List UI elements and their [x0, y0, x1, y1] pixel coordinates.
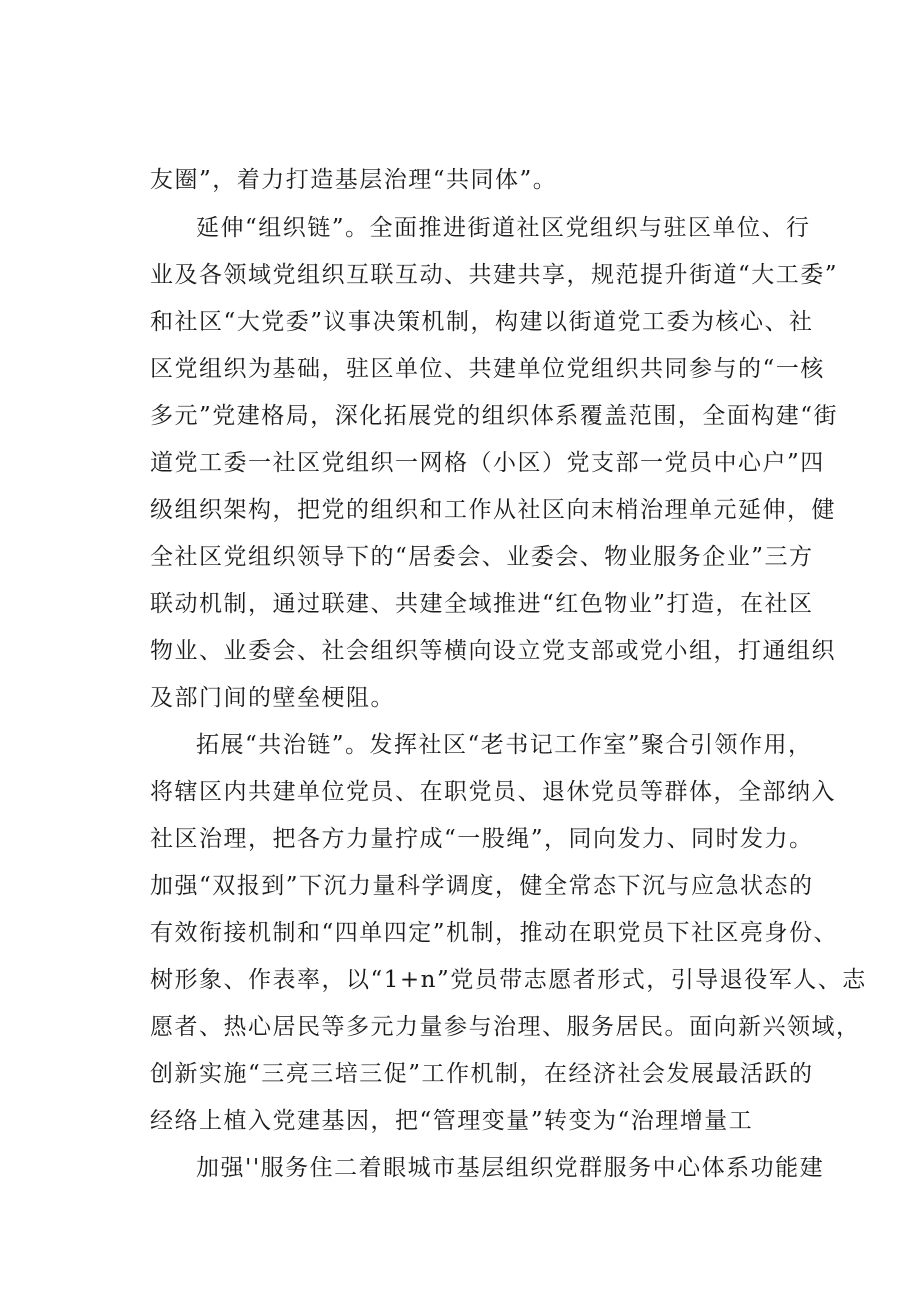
text-line: 树形象、作表率，以“1+n”党员带志愿者形式，引导退役军人、志 [150, 967, 867, 993]
text-line: 及部门间的壁垒梗阻。 [150, 685, 395, 711]
text-line: 多元”党建格局，深化拓展党的组织体系覆盖范围，全面构建“街 [150, 403, 839, 429]
text-line: 拓展“共治链”。发挥社区“老书记工作室”聚合引领作用， [196, 732, 813, 758]
text-line: 加强“双报到”下沉力量科学调度，健全常态下沉与应急状态的 [150, 873, 814, 899]
text-line: 物业、业委会、社会组织等横向设立党支部或党小组，打通组织 [150, 638, 836, 664]
text-line: 创新实施“三亮三培三促”工作机制，在经济社会发展最活跃的 [150, 1061, 814, 1087]
text-line: 业及各领域党组织互联互动、共建共享，规范提升街道“大工委” [150, 262, 839, 288]
text-line: 将辖区内共建单位党员、在职党员、退休党员等群体，全部纳入 [150, 779, 836, 805]
text-line: 友圈”，着力打造基层治理“共同体”。 [150, 167, 558, 193]
text-line: 级组织架构，把党的组织和工作从社区向末梢治理单元延伸，健 [150, 497, 836, 523]
text-line: 经络上植入党建基因，把“管理变量”转变为“治理增量工 [150, 1108, 754, 1134]
text-line: 区党组织为基础，驻区单位、共建单位党组织共同参与的“一核 [150, 356, 825, 382]
text-line: 道党工委一社区党组织一网格（小区）党支部一党员中心户”四 [150, 450, 825, 476]
text-line: 有效衔接机制和“四单四定”机制，推动在职党员下社区亮身份、 [150, 920, 839, 946]
text-line: 愿者、热心居民等多元力量参与治理、服务居民。面向新兴领域， [150, 1014, 861, 1040]
text-line: 延伸“组织链”。全面推进街道社区党组织与驻区单位、行 [196, 215, 811, 241]
text-line: 联动机制，通过联建、共建全域推进“红色物业”打造，在社区 [150, 591, 814, 617]
text-line: 加强''服务住二着眼城市基层组织党群服务中心体系功能建 [196, 1155, 825, 1181]
text-line: 社区治理，把各方力量拧成“一股绳”，同向发力、同时发力。 [150, 826, 814, 852]
text-line: 全社区党组织领导下的“居委会、业委会、物业服务企业”三方 [150, 544, 814, 570]
text-line: 和社区“大党委”议事决策机制，构建以街道党工委为核心、社 [150, 309, 814, 335]
